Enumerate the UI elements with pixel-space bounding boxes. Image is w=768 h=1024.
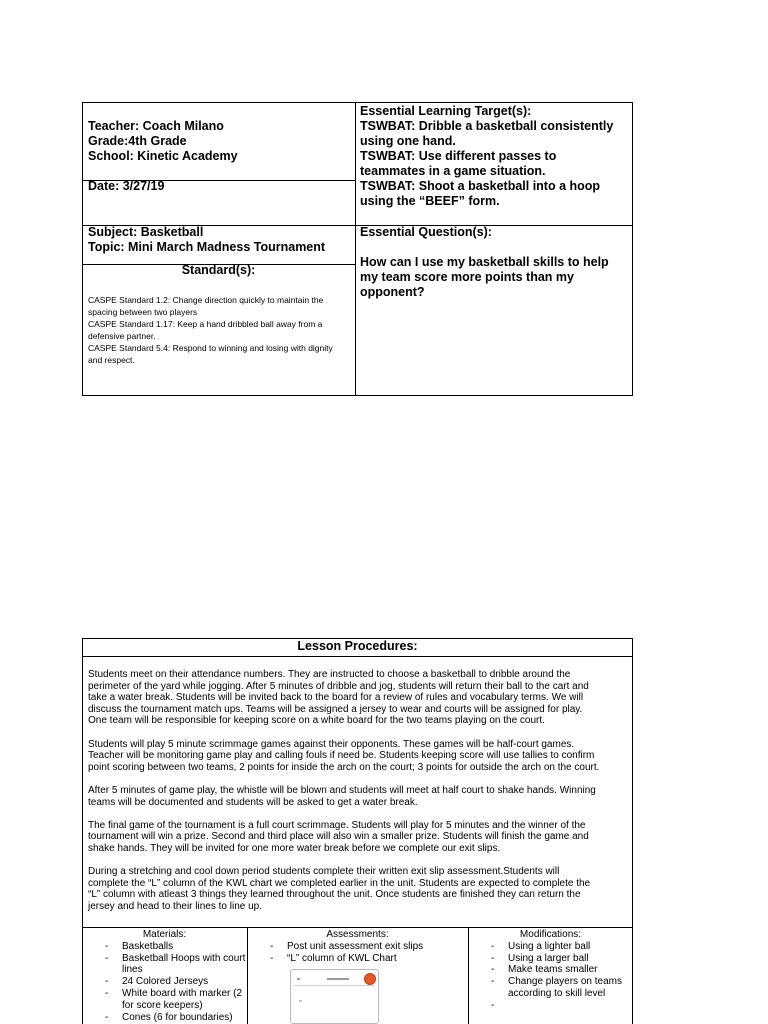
materials-item-text: lines bbox=[122, 964, 143, 976]
essential-question-line: my team score more points than my bbox=[360, 270, 574, 284]
procedure-paragraph bbox=[88, 669, 599, 727]
bullet-dash: - bbox=[105, 987, 109, 999]
bullet-dash: - bbox=[105, 952, 109, 964]
modifications-item-text: according to skill level bbox=[508, 987, 606, 999]
materials-item-text: 24 Colored Jerseys bbox=[122, 976, 209, 988]
standard-line: CASPE Standard 1.2: Change direction quickly to maintain the bbox=[88, 295, 324, 305]
kwl-thumb-row-line bbox=[294, 985, 375, 986]
procedure-line: discuss the tournament match ups. Teams will be assigned a jersey to wear and courts will be assigned for play. bbox=[88, 703, 583, 715]
materials-item-text: Cones (6 for boundaries) bbox=[122, 1011, 233, 1023]
materials-item bbox=[82, 976, 247, 988]
modifications-item bbox=[468, 941, 633, 953]
procedure-line: “L” column with atleast 3 things they learned throughout the unit. Once students are finished they can return the bbox=[88, 889, 581, 901]
assessments-heading: Assessments: bbox=[326, 929, 389, 940]
teacher-name: Teacher: Coach Milano bbox=[88, 119, 224, 133]
procedure-paragraph bbox=[88, 785, 599, 808]
bullet-dash: - bbox=[270, 952, 274, 964]
procedure-line: Students will play 5 minute scrimmage games against their opponents. These games will be half-court games. bbox=[88, 738, 575, 750]
essential-question-line: How can I use my basketball skills to help bbox=[360, 255, 609, 269]
materials-item-text: Basketballs bbox=[122, 940, 174, 952]
assessments-column bbox=[247, 929, 468, 964]
learning-targets-heading: Essential Learning Target(s): bbox=[360, 104, 532, 118]
materials-item bbox=[82, 988, 247, 1012]
materials-heading: Materials: bbox=[142, 929, 187, 940]
grade: Grade:4th Grade bbox=[88, 134, 187, 148]
orange-circle-icon bbox=[364, 973, 376, 985]
lesson-date: Date: 3/27/19 bbox=[88, 179, 165, 193]
procedure-line: tournament will win a prize. Second and third place will also win a smaller prize. Students will finish the game and bbox=[88, 831, 589, 843]
bullet-dash: - bbox=[105, 976, 109, 988]
topic: Topic: Mini March Madness Tournament bbox=[88, 240, 326, 254]
procedure-paragraph bbox=[88, 739, 599, 774]
procedure-line: The final game of the tournament is a full court scrimmage. Students will play for 5 minutes and the winner of the bbox=[88, 819, 586, 831]
learning-target-line: using one hand. bbox=[360, 134, 456, 148]
modifications-item-text: Change players on teams bbox=[508, 976, 622, 988]
modifications-item-text: Make teams smaller bbox=[508, 964, 598, 976]
standard-line: defensive partner. bbox=[88, 331, 156, 341]
bullet-dash: - bbox=[105, 940, 109, 952]
bullet-dash: - bbox=[491, 976, 495, 988]
kwl-chart-thumbnail bbox=[290, 969, 379, 1024]
essential-question-heading: Essential Question(s): bbox=[360, 225, 492, 239]
bullet-dash: - bbox=[491, 964, 495, 976]
procedure-line: Teacher will be monitoring game play and calling fouls if need be. Students keeping score will use tallies to confirm bbox=[88, 750, 595, 762]
materials-item-text: Basketball Hoops with court bbox=[122, 952, 246, 964]
bullet-dash: - bbox=[491, 952, 495, 964]
materials-item bbox=[82, 1012, 247, 1024]
procedure-line: After 5 minutes of game play, the whistle will be blown and students will meet at half court to shake hands. Winning bbox=[88, 784, 596, 796]
bullet-dash: - bbox=[270, 940, 274, 952]
procedure-line: One team will be responsible for keeping score on a white board for the two teams playing on the court. bbox=[88, 715, 545, 727]
learning-target-line: TSWBAT: Use different passes to bbox=[360, 149, 557, 163]
standard-line: CASPE Standard 5.4: Respond to winning and losing with dignity bbox=[88, 343, 333, 353]
procedure-line: take a water break. Students will be invited back to the board for a review of rules and vocabulary terms. We will bbox=[88, 692, 584, 704]
learning-target-line: TSWBAT: Shoot a basketball into a hoop bbox=[360, 179, 601, 193]
essential-question-line: opponent? bbox=[360, 285, 425, 299]
procedure-line: jersey and head to their lines to line up. bbox=[88, 900, 262, 912]
essential-question-text bbox=[360, 255, 609, 300]
procedure-line: teams will be documented and students will be asked to get a water break. bbox=[88, 796, 418, 808]
modifications-item-text: Using a lighter ball bbox=[508, 940, 591, 952]
kwl-thumb-text-mark bbox=[327, 978, 349, 980]
modifications-item bbox=[468, 953, 633, 965]
modifications-item bbox=[468, 1000, 633, 1012]
standard-line: CASPE Standard 1.17: Keep a hand dribbled ball away from a bbox=[88, 319, 323, 329]
kwl-thumb-text-mark bbox=[297, 978, 300, 980]
materials-item-text: for score keepers) bbox=[122, 999, 203, 1011]
materials-item bbox=[82, 941, 247, 953]
procedure-line: shake hands. They will be invited for one more water break before we complete our exit slips. bbox=[88, 842, 501, 854]
learning-target-line: using the “BEEF” form. bbox=[360, 194, 500, 208]
standards-heading: Standard(s): bbox=[181, 263, 256, 277]
materials-column bbox=[82, 929, 247, 1023]
subject: Subject: Basketball bbox=[88, 225, 204, 239]
procedure-paragraph bbox=[88, 820, 599, 855]
materials-item bbox=[82, 953, 247, 977]
procedure-line: point scoring between two teams, 2 points for inside the arch on the court; 3 points for outside the arch on the court. bbox=[88, 761, 600, 773]
procedures-heading: Lesson Procedures: bbox=[297, 639, 418, 653]
assessments-item bbox=[247, 953, 468, 965]
learning-target-line: teammates in a game situation. bbox=[360, 164, 546, 178]
modifications-column bbox=[468, 929, 633, 1012]
assessments-item-text: “L” column of KWL Chart bbox=[287, 952, 397, 964]
learning-targets-cell bbox=[360, 104, 613, 209]
subject-cell bbox=[88, 225, 325, 255]
kwl-thumb-text-mark bbox=[299, 1000, 302, 1002]
materials-item-text: White board with marker (2 bbox=[122, 987, 243, 999]
learning-targets-list bbox=[360, 119, 613, 209]
procedures-header-divider bbox=[82, 656, 633, 657]
procedures-body bbox=[88, 669, 599, 924]
modifications-heading: Modifications: bbox=[519, 929, 582, 940]
procedure-line: complete the “L” column of the KWL chart we completed earlier in the unit. Students are expected to complete the bbox=[88, 877, 591, 889]
assessments-item bbox=[247, 941, 468, 953]
header-column-divider bbox=[355, 102, 356, 396]
bullet-dash: - bbox=[105, 1011, 109, 1023]
procedure-line: perimeter of the yard while jogging. After 5 minutes of dribble and jog, students will return their ball to the cart and bbox=[88, 680, 589, 692]
standard-line: spacing between two players bbox=[88, 307, 198, 317]
assessments-item-text: Post unit assessment exit slips bbox=[287, 940, 424, 952]
modifications-item bbox=[468, 964, 633, 976]
procedure-paragraph bbox=[88, 866, 599, 912]
bullet-dash: - bbox=[491, 940, 495, 952]
modifications-item-text: Using a larger ball bbox=[508, 952, 589, 964]
procedure-line: Students meet on their attendance numbers. They are instructed to choose a basketball to dribble around the bbox=[88, 669, 571, 680]
learning-target-line: TSWBAT: Dribble a basketball consistently bbox=[360, 119, 614, 133]
procedure-line: During a stretching and cool down period students complete their written exit slip assessment.Students will bbox=[88, 866, 560, 878]
resources-row-divider bbox=[82, 927, 633, 928]
modifications-item bbox=[468, 976, 633, 1000]
school: School: Kinetic Academy bbox=[88, 149, 238, 163]
standard-line: and respect. bbox=[88, 355, 135, 365]
bullet-dash: - bbox=[491, 999, 495, 1011]
standards-list bbox=[88, 294, 333, 366]
teacher-info-cell bbox=[88, 119, 238, 164]
